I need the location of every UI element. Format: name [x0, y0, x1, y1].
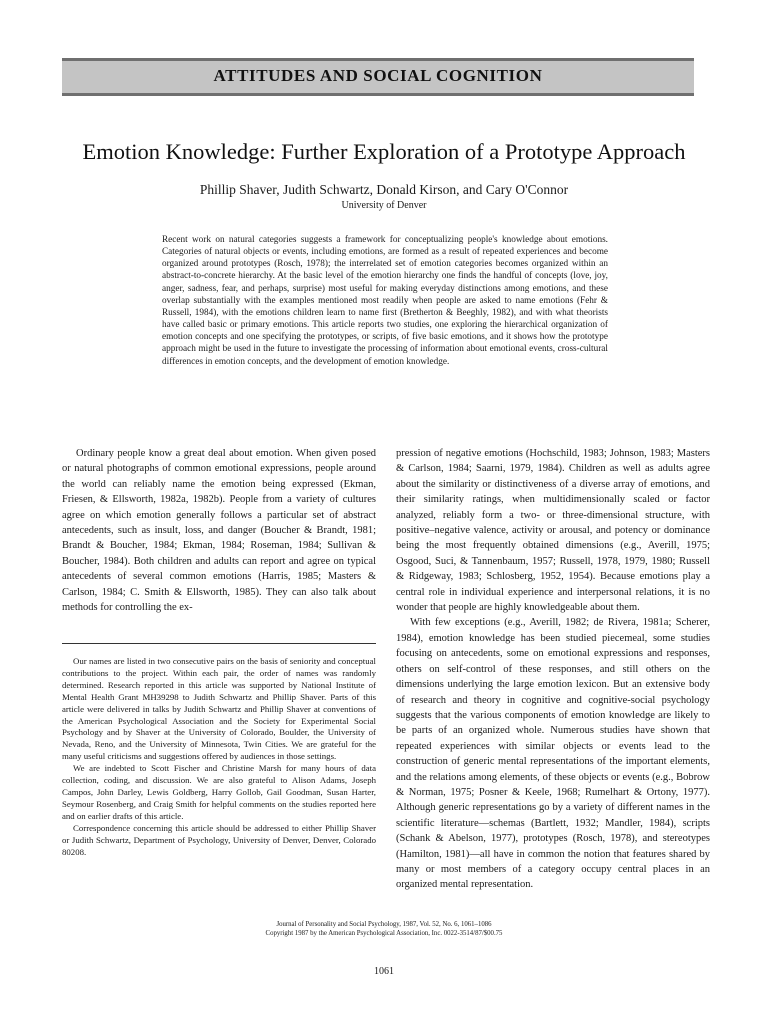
- copyright-line: Copyright 1987 by the American Psychological Association, Inc. 0022-3514/87/$00.75: [265, 929, 503, 937]
- section-header: ATTITUDES AND SOCIAL COGNITION: [213, 66, 543, 85]
- journal-info-line: Journal of Personality and Social Psychology, 1987, Vol. 52, No. 6, 1061–1086: [276, 921, 492, 928]
- journal-citation: [0, 921, 768, 938]
- page-number: 1061: [374, 966, 394, 977]
- footnote-authors: Our names are listed in two consecutive pairs on the basis of seniority and conceptual contributions to the project. Within each pair, the order of names was randomly determined. Research reported in this article was supported by National Institute of Mental Health Grant MH39298 to Judith Schwartz and Phillip Shaver. Parts of this article were delivered in talks by Judith Schwartz and Phillip Shaver at conventions of the American Psychological Association and the Society for Experimental Social Psychology and by Shaver at the University of Colorado, Boulder, the University of Nevada, Reno, and the University of Minnesota, Twin Cities. We are grateful for the many useful criticisms and suggestions offered by audiences in those settings.: [62, 656, 376, 762]
- body-paragraph: pression of negative emotions (Hochschild, 1983; Johnson, 1983; Masters & Carlson, 1984; Saarni, 1979, 1984). Children as well as adults agree about the similarity or distinctiveness of a diverse array of emotions, and their similarity ratings, when multidimensionally scaled or factor analyzed, reliably form a two- or three-dimensional structure, with positive–negative valence, activity or arousal, and potency or dominance being the most frequently obtained dimensions (e.g., Averill, 1975; Osgood, Suci, & Tannenbaum, 1957; Russell, 1978, 1979, 1980; Russell & Ridgeway, 1983; Schlosberg, 1952, 1954). Because emotions play a central role in individual experience and interpersonal relations, it is no wonder that people are highly knowledgeable about them.: [396, 448, 710, 614]
- body-column-left: [62, 446, 376, 615]
- affiliation: University of Denver: [341, 200, 427, 211]
- article-title: Emotion Knowledge: Further Exploration of a Prototype Approach: [82, 139, 686, 164]
- section-header-bar: [62, 58, 694, 96]
- footnotes: [62, 656, 376, 858]
- footnote-correspondence: Correspondence concerning this article should be addressed to either Phillip Shaver or Judith Schwartz, Department of Psychology, University of Denver, Denver, Colorado 80208.: [62, 822, 376, 857]
- body-paragraph: Ordinary people know a great deal about emotion. When given posed or natural photographs of common emotional expressions, people around the world can reliably name the emotion being expressed (Ekman, Friesen, & Ellsworth, 1982a, 1982b). People from a variety of cultures agree on which emotion generally follows a particular set of abstract antecedents, such as insult, loss, and danger (Boucher & Brandt, 1981; Brandt & Boucher, 1984; Ekman, 1984; Roseman, 1984; Sullivan & Boucher, 1984). Both children and adults can report and agree on typical antecedents of several common emotions (Harris, 1985; Masters & Carlson, 1984; C. Smith & Ellsworth, 1985). They can also talk about methods for controlling the ex-: [62, 448, 376, 614]
- body-column-right: [396, 446, 710, 893]
- footnote-acknowledgments: We are indebted to Scott Fischer and Christine Marsh for many hours of data collection, coding, and discussion. We are also grateful to Alison Adams, Joseph Campos, John Darley, Lewis Goldberg, Harry Gollob, Gail Goodman, Susan Harter, Seymour Rosenberg, and Craig Smith for helpful comments on the studies reported here and on earlier drafts of this article.: [62, 763, 376, 821]
- author-list: Phillip Shaver, Judith Schwartz, Donald Kirson, and Cary O'Connor: [199, 182, 569, 197]
- body-paragraph: With few exceptions (e.g., Averill, 1982; de Rivera, 1981a; Scherer, 1984), emotion knowledge has been studied piecemeal, some studies focusing on antecedents, some on emotional expressions and responses, others on self-control of these responses, and still others on the dimensions underlying the large emotion lexicon. But an extensive body of research and theory in cognitive and cognitive-social psychology suggests that the various components of emotion knowledge are likely to be parts of an organized whole. Numerous studies have shown that repeated experiences with similar objects or events lead to the construction of generic mental representations of the important elements, and the relations among elements, of these objects or events (e.g., Bobrow & Norman, 1975; Posner & Keele, 1968; Rumelhart & Ortony, 1977). Although generic representations go by a variety of different names in the scientific literature—schemas (Bartlett, 1932; Mandler, 1984), scripts (Schank & Abelson, 1977), prototypes (Rosch, 1978), and stereotypes (Hamilton, 1981)—all have in common the notion that features shared by many or most members of a category occupy central places in an organized mental representation.: [396, 617, 710, 891]
- abstract: Recent work on natural categories suggests a framework for conceptualizing people's knowledge about emotions. Categories of natural objects or events, including emotions, are formed as a result of repeated experiences and become organized around prototypes (Rosch, 1978); the interrelated set of emotion categories becomes organized within an abstract-to-concrete hierarchy. At the basic level of the emotion hierarchy one finds the handful of concepts (love, joy, anger, sadness, fear, and perhaps, surprise) most useful for making everyday distinctions among emotions, and these overlap substantially with the examples mentioned most readily when people are asked to name emotions (Fehr & Russell, 1984), with the emotions children learn to name first (Bretherton & Beeghly, 1982), and with what theorists have called basic or primary emotions. This article reports two studies, one exploring the hierarchical organization of emotion concepts and one specifying the prototypes, or scripts, of five basic emotions, and it shows how the prototype approach might be used in the future to investigate the processing of information about emotional events, cross-cultural differences in emotion concepts, and the development of emotion knowledge.: [162, 235, 608, 367]
- footnote-divider: [62, 643, 376, 644]
